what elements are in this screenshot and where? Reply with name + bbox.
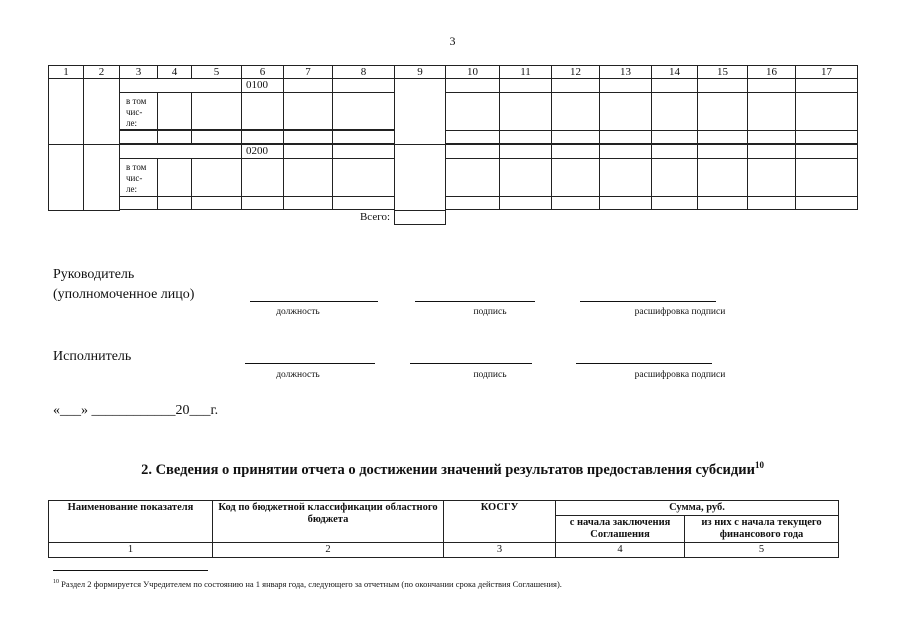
- col-header: 6: [242, 66, 284, 79]
- total-row: [49, 211, 858, 225]
- position-line: [250, 301, 378, 302]
- total-label: Всего:: [359, 211, 390, 224]
- col-header: 8: [333, 66, 395, 79]
- col-header: 12: [552, 66, 600, 79]
- date-line: «___» ____________20___г.: [53, 403, 219, 418]
- col-header: 17: [796, 66, 858, 79]
- footnote-divider: [53, 570, 208, 571]
- col-number: 3: [444, 543, 556, 558]
- table-row: [49, 131, 858, 144]
- head-sublabel: (уполномоченное лицо): [53, 287, 195, 302]
- col-header: 7: [284, 66, 333, 79]
- code-0100: 0100: [242, 79, 284, 93]
- header-row: [49, 66, 858, 79]
- header-sum: Сумма, руб.: [556, 501, 839, 516]
- decoding-line: [580, 301, 716, 302]
- page-number: 3: [449, 34, 456, 48]
- code-0200: 0200: [242, 145, 284, 159]
- col-number: 1: [49, 543, 213, 558]
- position-caption: должность: [276, 307, 320, 317]
- col-header: 4: [158, 66, 192, 79]
- col-number: 2: [213, 543, 444, 558]
- footnote-number: 10: [53, 579, 59, 586]
- col-header: 5: [192, 66, 242, 79]
- col-header: 1: [49, 66, 84, 79]
- in-number-label: в том чис- ле:: [120, 159, 158, 197]
- signature-line: [410, 363, 532, 364]
- table-row: [49, 159, 858, 197]
- head-label: Руководитель: [53, 267, 135, 282]
- header-since-year: из них с начала текущего финансового года: [685, 516, 839, 543]
- col-number-row: [49, 543, 839, 558]
- acceptance-table: [48, 500, 839, 558]
- table-row: [49, 93, 858, 130]
- col-header: 9: [395, 66, 446, 79]
- header-kosgu: КОСГУ: [444, 501, 556, 543]
- footnote-ref: 10: [754, 460, 764, 470]
- col-header: 2: [84, 66, 120, 79]
- col-header: 10: [446, 66, 500, 79]
- table-row: [49, 145, 858, 159]
- signature-caption: подпись: [473, 307, 507, 317]
- signature-caption: подпись: [473, 370, 507, 380]
- header-indicator: Наименование показателя: [49, 501, 213, 543]
- header-since-agreement: с начала заключения Соглашения: [556, 516, 685, 543]
- decoding-line: [576, 363, 712, 364]
- col-header: 15: [698, 66, 748, 79]
- table-row: [49, 79, 858, 93]
- col-header: 11: [500, 66, 552, 79]
- col-header: 14: [652, 66, 698, 79]
- col-number: 5: [685, 543, 839, 558]
- section2-title: 2. Сведения о принятии отчета о достижении значений результатов предоставления субсидии$^{10}$: [141, 460, 764, 478]
- decoding-caption: расшифровка подписи: [634, 370, 726, 380]
- position-line: [245, 363, 375, 364]
- signature-line: [415, 301, 535, 302]
- table-row: [49, 197, 858, 210]
- total-cell: [395, 211, 446, 225]
- col-header: 16: [748, 66, 796, 79]
- col-header: 13: [600, 66, 652, 79]
- executor-label: Исполнитель: [53, 349, 132, 364]
- report-table: [48, 65, 858, 225]
- decoding-caption: расшифровка подписи: [634, 307, 726, 317]
- header-budget-code: Код по бюджетной классификации областного бюджета: [213, 501, 444, 543]
- position-caption: должность: [276, 370, 320, 380]
- col-header: 3: [120, 66, 158, 79]
- in-number-label: в том чис- ле:: [120, 93, 158, 130]
- footnote: [53, 579, 562, 589]
- col-number: 4: [556, 543, 685, 558]
- footnote-text: Раздел 2 формируется Учредителем по состоянию на 1 января года, следующего за отчетным (по окончании срока действия Соглашения).: [61, 579, 562, 589]
